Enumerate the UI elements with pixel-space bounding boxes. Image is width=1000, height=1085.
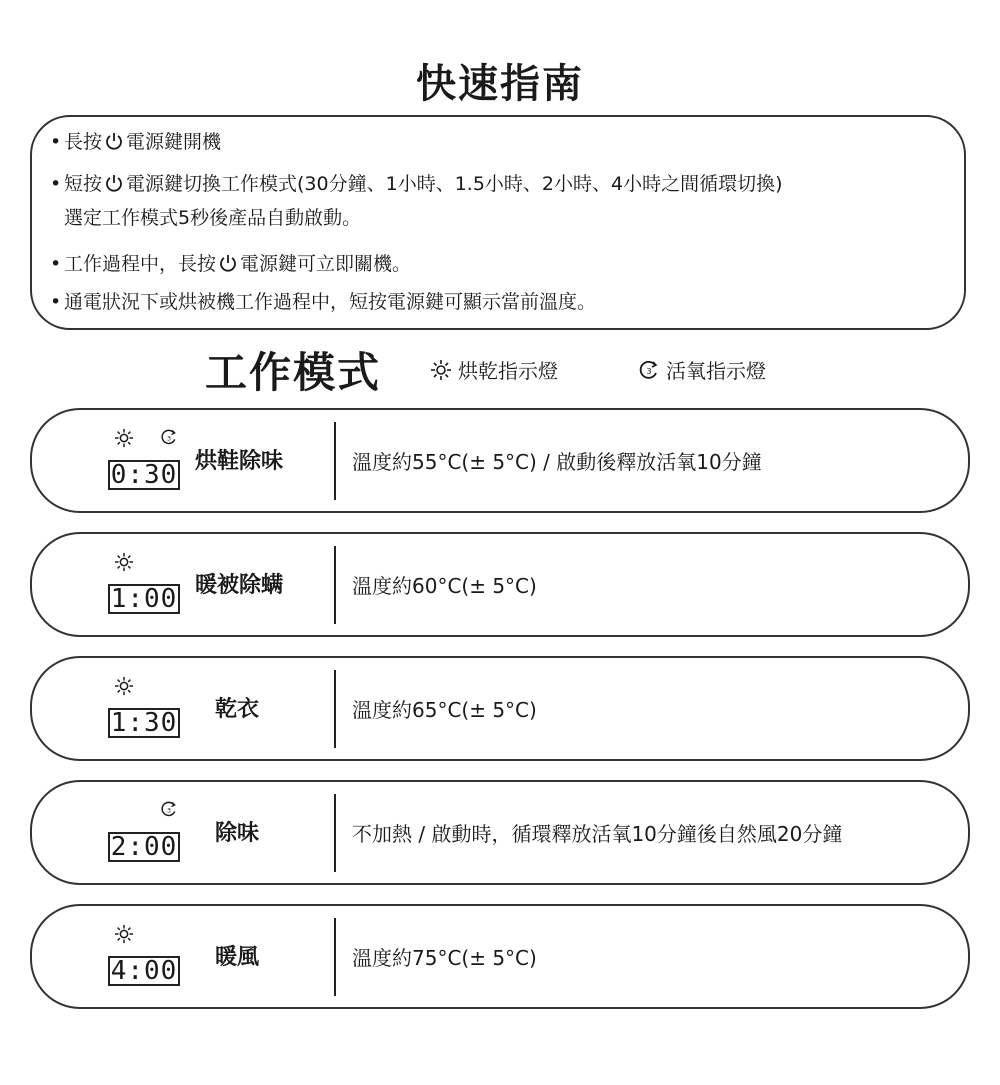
oxygen-cycle-icon	[160, 800, 178, 818]
timer-display	[108, 956, 180, 986]
indicator-row	[114, 552, 184, 572]
indicator-row	[114, 676, 184, 696]
indicator-row	[114, 428, 184, 448]
divider	[334, 918, 336, 996]
page-title: 快速指南	[416, 61, 584, 107]
svg-text:3: 3	[166, 806, 172, 815]
guide-text: 電源鍵切換工作模式(30分鐘、1小時、1.5小時、2小時、4小時之間循環切換)	[126, 173, 783, 195]
divider	[334, 422, 336, 500]
guide-text: 電源鍵可立即關機。	[240, 253, 412, 275]
mode-name: 乾衣	[215, 697, 260, 722]
power-icon	[104, 131, 124, 151]
timer-display	[108, 708, 180, 738]
bullet: •	[50, 291, 62, 313]
guide-line-3	[64, 206, 361, 230]
power-icon	[104, 173, 124, 193]
sun-heat-icon	[114, 552, 134, 572]
indicator-row	[114, 924, 184, 944]
mode-name: 暖被除螨	[195, 573, 284, 598]
bullet: •	[50, 173, 62, 195]
timer-display	[108, 584, 180, 614]
guide-text: 電源鍵開機	[126, 131, 222, 153]
guide-text: 工作過程中，長按	[64, 253, 217, 275]
mode-description: 溫度約65°C(± 5°C)	[352, 698, 537, 722]
timer-display	[108, 832, 180, 862]
timer-digits: 2:00	[110, 832, 178, 862]
legend-heat	[430, 355, 558, 384]
timer-digits: 4:00	[110, 956, 178, 986]
mode-description: 不加熱 / 啟動時，循環釋放活氧10分鐘後自然風20分鐘	[352, 822, 843, 846]
sun-heat-icon	[114, 924, 134, 944]
mode-card-clothes-dry	[30, 656, 970, 761]
mode-card-shoe-dry	[30, 408, 970, 513]
indicator-row	[114, 800, 184, 820]
svg-text:3: 3	[646, 366, 652, 376]
mode-card-mite-removal	[30, 532, 970, 637]
svg-text:3: 3	[166, 434, 172, 443]
guide-text: 選定工作模式5秒後產品自動啟動。	[64, 207, 362, 229]
guide-text: 短按	[64, 173, 103, 195]
oxygen-cycle-icon	[160, 428, 178, 446]
guide-line-5	[50, 290, 596, 314]
guide-text: 長按	[64, 131, 103, 153]
mode-description: 溫度約75°C(± 5°C)	[352, 946, 537, 970]
bullet: •	[50, 253, 62, 275]
guide-line-2	[50, 172, 783, 196]
mode-name: 除味	[215, 821, 260, 846]
bullet: •	[50, 131, 62, 153]
legend-oxygen-label: 活氧指示燈	[666, 359, 766, 383]
timer-digits: 1:30	[110, 708, 178, 738]
divider	[334, 546, 336, 624]
sun-heat-icon	[114, 676, 134, 696]
section-title: 工作模式	[205, 348, 382, 397]
mode-card-warm-air	[30, 904, 970, 1009]
sun-heat-icon	[114, 428, 134, 448]
legend-oxygen	[638, 355, 766, 384]
divider	[334, 670, 336, 748]
guide-line-1	[50, 130, 221, 154]
timer-display	[108, 460, 180, 490]
mode-card-deodorize	[30, 780, 970, 885]
oxygen-cycle-icon	[638, 359, 660, 381]
timer-digits: 1:00	[110, 584, 178, 614]
mode-description: 溫度約60°C(± 5°C)	[352, 574, 537, 598]
mode-description: 溫度約55°C(± 5°C) / 啟動後釋放活氧10分鐘	[352, 450, 762, 474]
mode-name: 烘鞋除味	[195, 449, 284, 474]
guide-line-4	[50, 252, 411, 276]
guide-text: 通電狀況下或烘被機工作過程中，短按電源鍵可顯示當前溫度。	[64, 291, 597, 313]
timer-digits: 0:30	[110, 460, 178, 490]
legend-heat-label: 烘乾指示燈	[458, 359, 558, 383]
mode-name: 暖風	[215, 945, 260, 970]
sun-heat-icon	[430, 359, 452, 381]
power-icon	[218, 253, 238, 273]
divider	[334, 794, 336, 872]
